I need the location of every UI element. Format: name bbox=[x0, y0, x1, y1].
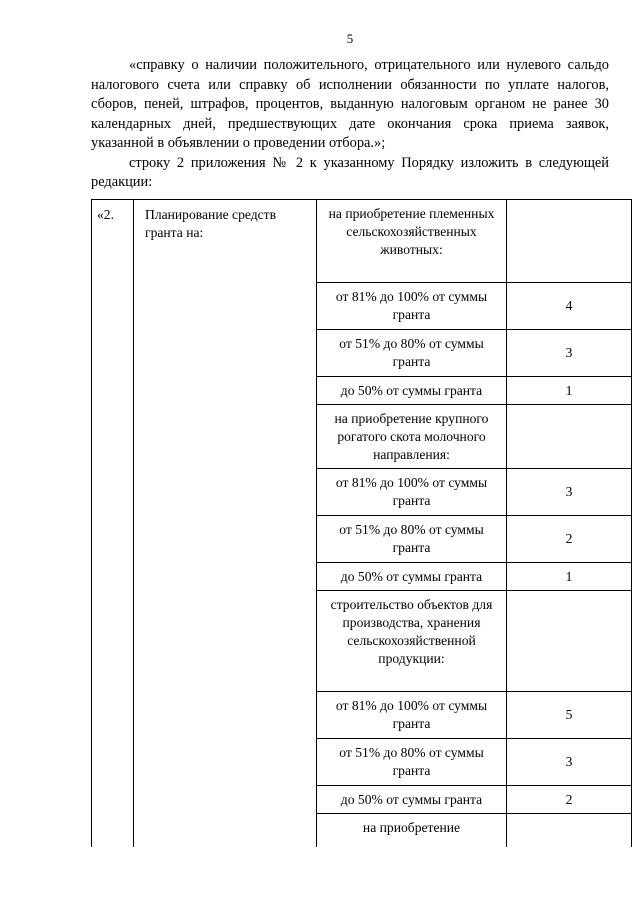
score-cell bbox=[507, 591, 632, 692]
condition-cell: от 81% до 100% от суммы гранта bbox=[317, 692, 507, 739]
score-cell: 1 bbox=[507, 563, 632, 591]
condition-cell: от 51% до 80% от суммы гранта bbox=[317, 330, 507, 377]
intro-text bbox=[91, 56, 609, 193]
condition-cell: от 81% до 100% от суммы гранта bbox=[317, 469, 507, 516]
score-cell bbox=[507, 200, 632, 283]
group-title-cell: на приобретение племенных сельскохозяйственных животных: bbox=[317, 200, 507, 283]
score-cell bbox=[507, 405, 632, 469]
score-cell: 2 bbox=[507, 786, 632, 814]
group-title-cell: на приобретение bbox=[317, 814, 507, 847]
condition-cell: от 81% до 100% от суммы гранта bbox=[317, 283, 507, 330]
row-number: «2. bbox=[97, 207, 114, 222]
condition-cell: до 50% от суммы гранта bbox=[317, 786, 507, 814]
row-label-cell bbox=[134, 200, 317, 847]
intro-paragraph-1: «справку о наличии положительного, отрицательного или нулевого сальдо налогового счета или справку об исполнении обязанности по уплате налогов, сборов, пеней, штрафов, процентов, выданную налоговым органом не ранее 30 календарных дней, предшествующих дате окончания срока приема заявок, указанной в объявлении о проведении отбора.»; bbox=[91, 57, 609, 151]
intro-paragraph-2: строку 2 приложения № 2 к указанному Порядку изложить в следующей редакции: bbox=[91, 154, 609, 190]
condition-cell: от 51% до 80% от суммы гранта bbox=[317, 739, 507, 786]
group-title-cell: на приобретение крупного рогатого скота молочного направления: bbox=[317, 405, 507, 469]
score-cell: 4 bbox=[507, 283, 632, 330]
score-cell bbox=[507, 814, 632, 847]
score-cell: 3 bbox=[507, 739, 632, 786]
row-label: Планирование средств гранта на: bbox=[145, 207, 277, 240]
score-cell: 5 bbox=[507, 692, 632, 739]
condition-cell: до 50% от суммы гранта bbox=[317, 563, 507, 591]
condition-cell: до 50% от суммы гранта bbox=[317, 377, 507, 405]
row-number-cell bbox=[92, 200, 134, 847]
score-cell: 3 bbox=[507, 469, 632, 516]
condition-cell: от 51% до 80% от суммы гранта bbox=[317, 516, 507, 563]
table-row bbox=[92, 200, 632, 283]
group-title-cell: строительство объектов для производства, хранения сельскохозяйственной продукции: bbox=[317, 591, 507, 692]
score-cell: 2 bbox=[507, 516, 632, 563]
score-cell: 1 bbox=[507, 377, 632, 405]
score-cell: 3 bbox=[507, 330, 632, 377]
page-number: 5 bbox=[346, 31, 354, 46]
criteria-table bbox=[91, 199, 632, 847]
